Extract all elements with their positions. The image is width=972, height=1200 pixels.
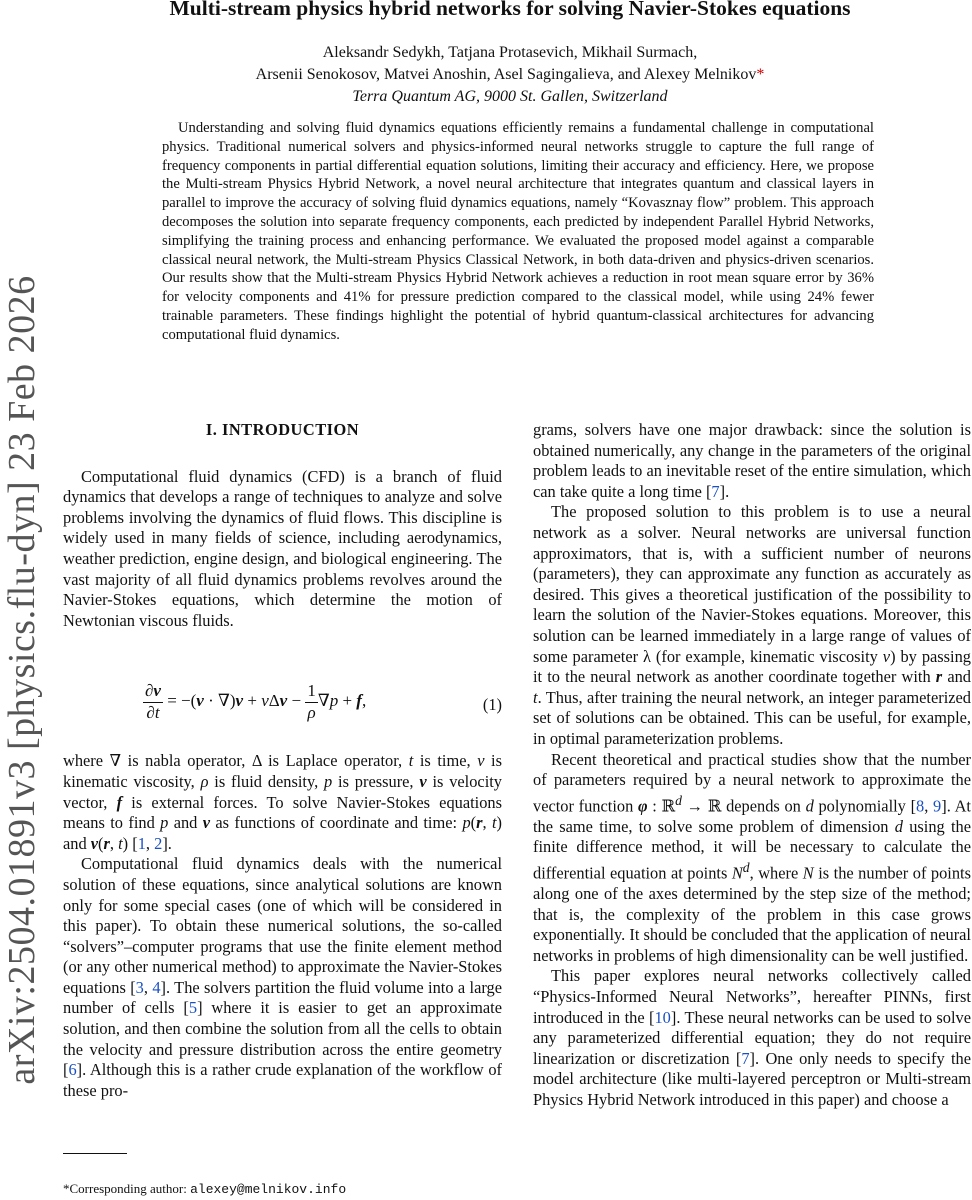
corresponding-author-marker[interactable]: * <box>756 66 765 83</box>
intro-paragraph-6: Recent theoretical and practical studies show that the number of parameters required by a neural network to approximate the vector function φ : ℝ$^d$ → ℝ depends on d polynomially [8, 9]. At the same time, to solve some problem of dimension d using the finite difference method, it will be necessary to calculate the differential equation at points $N^d$, where N is the number of points along one of the axes determined by the step size of the method; that is, the complexity of the problem in this case grows exponentially. It should be concluded that the application of neural networks in problems of high dimensionality can be well justified. <box>533 749 971 965</box>
citation-8[interactable]: 8 <box>916 796 925 816</box>
citation-6[interactable]: 6 <box>68 1060 77 1080</box>
equation-number: (1) <box>482 695 502 715</box>
citation-10[interactable]: 10 <box>654 1007 671 1027</box>
citation-9[interactable]: 9 <box>933 796 942 816</box>
paper-title: Multi-stream physics hybrid networks for solving Navier-Stokes equations <box>169 0 851 20</box>
citation-3[interactable]: 3 <box>135 977 144 997</box>
arxiv-sidebar <box>0 270 44 1090</box>
intro-paragraph-3: Computational fluid dynamics deals with the numerical solution of these equations, since analytical solutions are known only for some special cases (one of which will be considered in this paper). To obtain these numerical solutions, the so-called “solvers”–computer programs that use the finite element method (or any other numerical method) to approximate the Navier-Stokes equations [3, 4]. The solvers partition the fluid volume into a large number of cells [5] where it is easier to get an approximate solution, and then combine the solution from all the cells to obtain the velocity and pressure distribution across the entire geometry [6]. Although this is a rather crude explanation of the workflow of these pro- <box>63 854 503 1100</box>
author-line-2 <box>60 64 960 86</box>
right-column <box>533 420 971 1111</box>
intro-paragraph-4: grams, solvers have one major drawback: since the solution is obtained numerically, any change in the parameters of the original problem leads to an inevitable reset of the entire simulation, which can take quite a long time [7]. <box>533 420 971 501</box>
corresponding-email-link[interactable]: alexey@melnikov.info <box>190 1182 347 1197</box>
author-line-1: Aleksandr Sedykh, Tatjana Protasevich, Mikhail Surmach, <box>322 44 698 61</box>
section-heading-introduction: I. INTRODUCTION <box>205 420 360 439</box>
footnote-rule <box>63 1153 127 1154</box>
citation-2[interactable]: 2 <box>154 833 163 853</box>
intro-paragraph-1: Computational fluid dynamics (CFD) is a branch of fluid dynamics that develops a range of techniques to analyze and solve problems involving the dynamics of fluid flows. This discipline is widely used in many fields of science, including aerodynamics, weather prediction, engine design, and biological engineering. The vast majority of all fluid dynamics problems revolves around the Navier-Stokes equations, which determine the motion of Newtonian viscous fluids. <box>63 466 502 630</box>
author-block <box>60 42 960 108</box>
citation-4[interactable]: 4 <box>152 977 161 997</box>
citation-5[interactable]: 5 <box>188 998 198 1018</box>
equation-body: $\frac{\partial v}{\partial t}$ = −(v · ∇)v + νΔv − $\frac{1}{\rho}$ ∇p + f, <box>145 681 367 722</box>
intro-paragraph-5: The proposed solution to this problem is to use a neural network as a solver. Neural networks are universal function approximators, that is, with a sufficient number of neurons (parameters), they can approximate any function as accurately as desired. This gives a theoretical justification of the possibility to learn the solution of the Navier-Stokes equations. Moreover, this solution can be learned immediately in a large range of values of some parameter λ (for example, kinematic viscosity ν) by passing it to the neural network as another coordinate together with r and t. Thus, after training the neural network, an integer parameterized set of solutions can be obtained. This can be useful, for example, in optimal parameterization problems. <box>533 502 971 748</box>
footnote <box>63 1181 346 1197</box>
abstract: Understanding and solving fluid dynamics equations efficiently remains a fundamental challenge in computational physics. Traditional numerical solvers and physics-informed neural networks struggle to capture the full range of frequency components in partial differential equation solutions, limiting their accuracy and efficiency. Here, we propose the Multi-stream Physics Hybrid Network, a novel neural architecture that integrates quantum and classical layers in parallel to improve the accuracy of solving fluid dynamics equations, namely “Kovasznay flow” problem. This approach decomposes the solution into separate frequency components, each predicted by independent Parallel Hybrid Networks, simplifying the training process and enhancing performance. We evaluated the proposed model against a comparable classical neural network, the Multi-stream Physics Classical Network, in both data-driven and physics-driven scenarios. Our results show that the Multi-stream Physics Hybrid Network achieves a reduction in root mean square error by 36% for velocity components and 41% for pressure prediction compared to the classical model, while using 24% fewer trainable parameters. These findings highlight the potential of hybrid quantum-classical architectures for advancing computational fluid dynamics. <box>162 120 874 343</box>
left-column <box>63 420 502 1101</box>
arxiv-identifier: arXiv:2504.01891v3 [physics.flu-dyn] 23 Feb 2026 <box>1 275 43 1085</box>
citation-7-repeat[interactable]: 7 <box>741 1048 750 1068</box>
citation-7[interactable]: 7 <box>711 481 720 501</box>
intro-paragraph-7: This paper explores neural networks collectively called “Physics-Informed Neural Networks”, hereafter PINNs, first introduced in the [10]. These neural networks can be used to solve any parameterized differential equation; they do not require linearization or discretization [7]. One only needs to specify the model architecture (like multi-layered perceptron or Multi-stream Physics Hybrid Network introduced in this paper) and choose a <box>533 966 971 1109</box>
citation-1[interactable]: 1 <box>137 833 146 853</box>
intro-paragraph-2: where ∇ is nabla operator, Δ is Laplace operator, t is time, ν is kinematic viscosity, ρ is fluid density, p is pressure, v is velocity vector, f is external forces. To solve Navier-Stokes equations means to find p and v as functions of coordinate and time: p(r, t) and v(r, t) [1, 2]. <box>63 751 502 853</box>
author-names: Arsenii Senokosov, Matvei Anoshin, Asel Sagingalieva, and Alexey Melnikov <box>255 66 757 83</box>
affiliation: Terra Quantum AG, 9000 St. Gallen, Switzerland <box>352 88 668 105</box>
navier-stokes-equation <box>63 649 502 749</box>
footnote-label: *Corresponding author: <box>63 1181 191 1196</box>
